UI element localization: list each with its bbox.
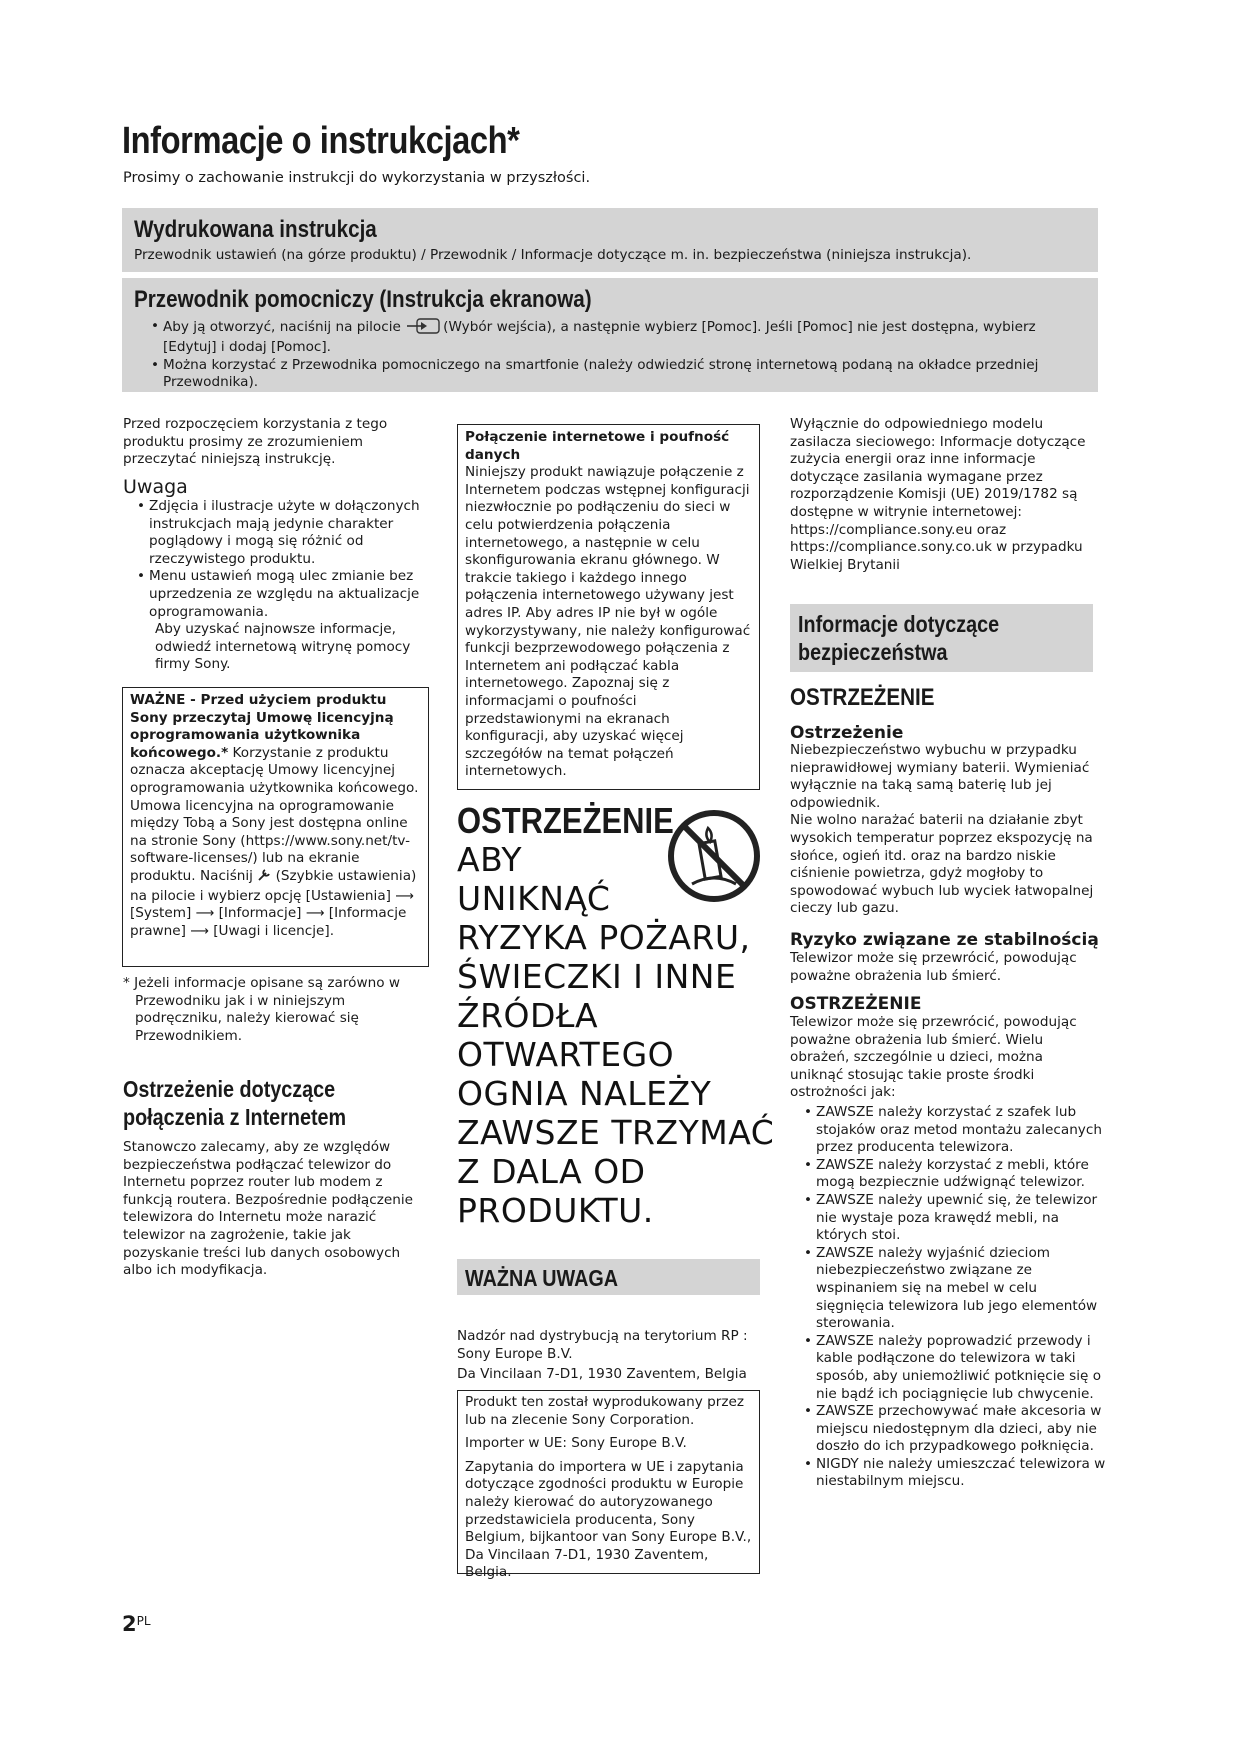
page-subtitle: Prosimy o zachowanie instrukcji do wykorzystania w przyszłości.: [123, 170, 591, 186]
no-candle-icon: [666, 808, 762, 908]
eula-text-1: Korzystanie z produktu oznacza akceptację Umowy licencyjnej oprogramowania użytkownika końcowego. Umowa licencyjna na oprogramowanie między Tobą a Sony jest dostępna online na stronie Sony (https://www.sony.net/tv-software-licenses/) lub na ekranie produktu. Naciśnij: [130, 744, 419, 884]
fire-warning-line: ŚWIECZKI I INNE: [457, 957, 737, 996]
safety-bullet: • ZAWSZE przechowywać małe akcesoria w miejscu niedostępnym dla dzieci, aby nie doszło do ich przypadkowego połknięcia.: [816, 1403, 1108, 1456]
eula-bold: WAŻNE - Przed użyciem produktu Sony przeczytaj Umowę licencyjną oprogramowania użytkownika końcowego.*: [130, 692, 394, 761]
privacy-box: [457, 424, 760, 790]
safety-heading-box: [790, 604, 1093, 672]
fire-warning-line: OTWARTEGO: [457, 1035, 675, 1074]
fire-warning-line: OGNIA NALEŻY: [457, 1074, 712, 1113]
note-item-2b: Aby uzyskać najnowsze informacje, odwiedź internetową witrynę pomocy firmy Sony.: [155, 621, 411, 673]
fire-warning-line: ZAWSZE TRZYMAĆ: [457, 1113, 775, 1152]
help-guide-box: [122, 278, 1098, 392]
help-guide-heading: Przewodnik pomocniczy (Instrukcja ekranowa): [134, 286, 592, 313]
printed-manual-heading: Wydrukowana instrukcja: [134, 216, 377, 243]
printed-manual-box: [122, 208, 1098, 272]
note-item-1: • Zdjęcia i ilustracje użyte w dołączonych instrukcjach mają jedynie charakter poglądowy i mogą się różnić od rzeczywistego produktu.: [149, 498, 439, 568]
energy-info: Wyłącznie do odpowiedniego modelu zasilacza sieciowego: Informacje dotyczące zużycia energii oraz inne informacje dotyczące zasilania wymagane przez rozporządzenie Komisji (UE) 2019/1782 są dostępne w witrynie internetowej: https://compliance.sony.eu oraz https://compliance.sony.co.uk w przypadku Wielkiej Brytanii: [790, 416, 1086, 573]
printed-manual-text: Przewodnik ustawień (na górze produktu) / Przewodnik / Informacje dotyczące m. in. bezpieczeństwa (niniejsza instrukcja).: [134, 247, 972, 263]
warning-heading: OSTRZEŻENIE: [790, 684, 935, 711]
warning2-text: Telewizor może się przewrócić, powodując poważne obrażenia lub śmierć. Wielu obrażeń, szczególnie u dzieci, można uniknąć stosując takie proste środki ostrożności jak:: [790, 1014, 1077, 1101]
footnote: * Jeżeli informacje opisane są zarówno w Przewodniku jak i w niniejszym podręczniku, należy kierować się Przewodnikiem.: [123, 975, 400, 1044]
menu-settings: [Ustawienia]: [305, 887, 391, 904]
arrow-icon: ⟶: [395, 888, 414, 904]
warning2-heading: OSTRZEŻENIE: [790, 994, 922, 1014]
internet-warning-heading: Ostrzeżenie dotyczące połączenia z Internetem: [123, 1076, 347, 1130]
safety-bullet: • ZAWSZE należy korzystać z szafek lub stojaków oraz metod montażu zalecanych przez producenta telewizora.: [816, 1104, 1108, 1157]
quick-settings-icon: [257, 868, 271, 888]
input-select-icon: [407, 318, 441, 339]
important-note-heading: WAŻNA UWAGA: [465, 1265, 619, 1291]
safety-bullet-list: [802, 1104, 1108, 1491]
safety-heading: Informacje dotyczące bezpieczeństwa: [798, 611, 1000, 665]
fire-warning-title: OSTRZEŻENIE: [457, 800, 674, 841]
safety-bullet: • ZAWSZE należy wyjaśnić dzieciom niebezpieczeństwo związane ze wspinaniem się na mebel w celu sięgnięcia telewizora lub jego elementów sterowania.: [816, 1245, 1108, 1333]
fire-warning-line: RYZYKA POŻARU,: [457, 918, 751, 957]
note-item-2: • Menu ustawień mogą ulec zmianie bez uprzedzenia ze względu na aktualizacje oprogramowania.: [149, 568, 439, 621]
arrow-icon: ⟶: [190, 923, 209, 939]
important-note-bar: [457, 1259, 760, 1295]
menu-info: [Informacje]: [218, 905, 302, 922]
fire-warning-line: ABY: [457, 840, 523, 879]
page-title: Informacje o instrukcjach*: [122, 120, 520, 162]
fire-warning-line: UNIKNĄĆ: [457, 879, 611, 918]
left-intro: Przed rozpoczęciem korzystania z tego produktu prosimy ze zrozumieniem przeczytać niniejszą instrukcję.: [123, 416, 388, 468]
help-guide-bullet-1: • Aby ją otworzyć, naciśnij na pilocie (Wybór wejścia), a następnie wybierz [Pomoc]. Jeśli [Pomoc] nie jest dostępna, wybierz [Edytuj] i dodaj [Pomoc].: [163, 318, 1093, 357]
safety-bullet: • ZAWSZE należy korzystać z mebli, które mogą bezpiecznie udźwignąć telewizor.: [816, 1157, 1108, 1192]
menu-notices: [Uwagi i licencje].: [213, 922, 335, 939]
eula-box: [122, 687, 429, 967]
manufacturer-text: Produkt ten został wyprodukowany przez lub na zlecenie Sony Corporation.: [465, 1394, 744, 1428]
arrow-icon: ⟶: [195, 906, 215, 922]
distribution-address: Da Vincilaan 7-D1, 1930 Zaventem, Belgia: [457, 1366, 747, 1382]
importer-text: Importer w UE: Sony Europe B.V.: [465, 1435, 687, 1452]
fire-warning-line: ŹRÓDŁA: [457, 996, 599, 1035]
stability-heading: Ryzyko związane ze stabilnością: [790, 930, 1099, 950]
battery-heading: Ostrzeżenie: [790, 723, 904, 743]
privacy-text: Niniejszy produkt nawiązuje połączenie z Internetem podczas wstępnej konfiguracji niezwłocznie po podłączeniu do sieci w celu potwierdzenia połączenia internetowego, a następnie w celu skonfigurowania ekranu głównego. W trakcie takiego i każdego innego połączenia internetowego używany jest adres IP. Aby adres IP nie był w ogóle wykorzystywany, nie należy konfigurować funkcji bezprzewodowego połączenia z Internetem ani podłączać kabla internetowego. Zapoznaj się z informacjami o poufności przedstawionymi na ekranach konfiguracji, aby uzyskać więcej szczegółów na temat połączeń internetowych.: [465, 464, 751, 780]
internet-warning-text: Stanowczo zalecamy, aby ze względów bezpieczeństwa podłączać telewizor do Internetu poprzez router lub modem z funkcją routera. Bezpośrednie podłączenie telewizora do Internetu może narazić telewizor na zagrożenie, takie jak pozyskanie treści lub danych osobowych albo ich modyfikacja.: [123, 1139, 413, 1279]
fire-warning-line: Z DALA OD: [457, 1152, 646, 1191]
help-guide-list: [149, 318, 1093, 392]
note-list: [135, 498, 439, 674]
eula-text-2: (Szybkie ustawienia) na pilocie i wybierz opcję: [130, 867, 417, 904]
note-heading: Uwaga: [123, 476, 188, 498]
stability-text: Telewizor może się przewrócić, powodując poważne obrażenia lub śmierć.: [790, 950, 1077, 984]
page-number: $2^{PL}$: [122, 1612, 151, 1636]
safety-bullet: • ZAWSZE należy upewnić się, że telewizor nie wystaje poza krawędź mebli, na których stoi.: [816, 1192, 1108, 1245]
distribution-text: Nadzór nad dystrybucją na terytorium RP : Sony Europe B.V.: [457, 1328, 748, 1362]
inquiries-text: Zapytania do importera w UE i zapytania dotyczące zgodności produktu w Europie należy kierować do autoryzowanego przedstawiciela producenta, Sony Belgium, bijkantoor van Sony Europe B.V., Da Vincilaan 7-D1, 1930 Zaventem, Belgia.: [465, 1458, 752, 1581]
help-guide-bullet-2: • Można korzystać z Przewodnika pomocniczego na smartfonie (należy odwiedzić stronę internetową podaną na okładce przedniej Przewodnika).: [163, 357, 1093, 392]
arrow-icon: ⟶: [305, 906, 325, 922]
privacy-heading: Połączenie internetowe i poufność danych: [465, 429, 730, 463]
menu-legal: [Informacje prawne]: [130, 905, 407, 939]
battery-text: Niebezpieczeństwo wybuchu w przypadku nieprawidłowej wymiany baterii. Wymieniać wyłącznie na taką samą baterię lub jej odpowiednik. Nie wolno narażać baterii na działanie zbyt wysokich temperatur poprzez ekspozycję na słońce, ogień itd. oraz na bardzo niskie ciśnienie powietrza, gdyż mogłoby to spowodować wybuch lub wyciek łatwopalnej cieczy lub gazu.: [790, 742, 1094, 917]
fire-warning-line: PRODUKTU.: [457, 1191, 654, 1230]
safety-bullet: • NIGDY nie należy umieszczać telewizora w niestabilnym miejscu.: [816, 1456, 1108, 1491]
safety-bullet: • ZAWSZE należy poprowadzić przewody i kable podłączone do telewizora w taki sposób, aby uniemożliwić potknięcie się o nie bądź ich pociągnięcie lub chwycenie.: [816, 1333, 1108, 1403]
importer-box: [457, 1390, 760, 1581]
menu-system: [System]: [130, 905, 192, 922]
